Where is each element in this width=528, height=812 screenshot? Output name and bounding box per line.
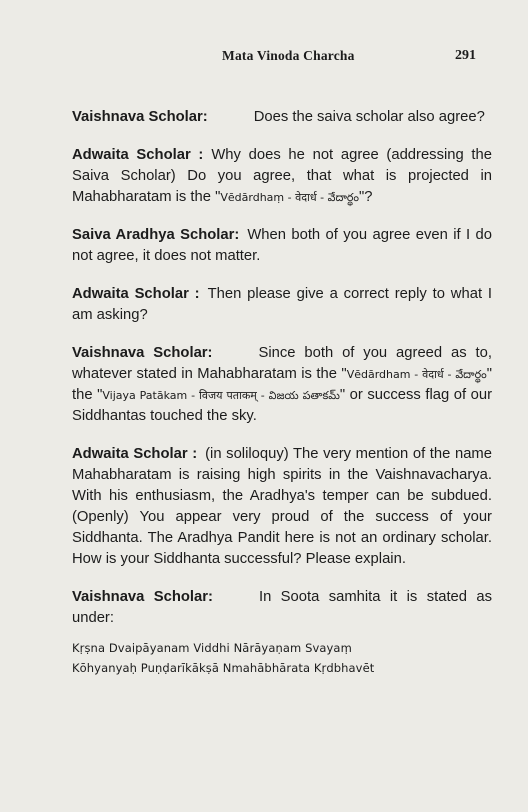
dialogue-text: Does the saiva scholar also agree? xyxy=(253,109,485,125)
dialogue-paragraph xyxy=(72,145,492,208)
dialogue-text: " the " xyxy=(72,366,492,403)
sanskrit-term: Vēdārdhaṃ - वेदार्ध - వేదార్థం xyxy=(220,191,359,204)
dialogue-body xyxy=(72,107,492,678)
speaker-name: Adwaita Scholar : xyxy=(72,286,200,302)
dialogue-text: (in soliloquy) The very mention of the name Mahabharatam is raising high spirits in the Vaishnavacharya. With his enthusiasm, the Aradhya's temper can be subdued. (Openly) You appear very proud of the success of your Siddhanta. The Aradhya Pandit here is not an ordinary scholar. How is your Siddhanta successful? Please explain. xyxy=(72,446,492,567)
page-header xyxy=(0,48,528,68)
dialogue-text: In Soota samhita it is stated as under: xyxy=(72,589,493,626)
speaker-name: Vaishnava Scholar: xyxy=(72,589,213,605)
dialogue-text: " or success flag of our Siddhantas touched the sky. xyxy=(72,387,492,424)
dialogue-text: Why does he not agree (addressing the Saiva Scholar) Do you agree, that what is projected in Mahabharatam is the " xyxy=(72,147,492,205)
dialogue-paragraph xyxy=(72,107,492,128)
dialogue-text: Then please give a correct reply to what I am asking? xyxy=(72,286,493,323)
dialogue-paragraph xyxy=(72,284,492,326)
dialogue-text: When both of you agree even if I do not agree, it does not matter. xyxy=(72,227,492,264)
speaker-name: Saiva Aradhya Scholar: xyxy=(72,227,240,243)
dialogue-paragraph xyxy=(72,343,492,427)
speaker-name: Vaishnava Scholar: xyxy=(72,109,208,125)
dialogue-text: Since both of you agreed as to, whatever stated in Mahabharatam is the " xyxy=(72,345,492,382)
sanskrit-term: Vijaya Patākam - विजय पताकम् - విజయ పతాకమ్ xyxy=(102,389,340,402)
running-title: Mata Vinoda Charcha xyxy=(222,48,355,63)
speaker-name: Adwaita Scholar : xyxy=(72,446,198,462)
verse-line: Kōhyanyaḥ Puṇḍarīkākṣā Nmahābhārata Kṛdbhavēt xyxy=(72,661,375,675)
speaker-name: Adwaita Scholar : xyxy=(72,147,204,163)
dialogue-paragraph xyxy=(72,225,492,267)
speaker-name: Vaishnava Scholar: xyxy=(72,345,213,361)
page-number: 291 xyxy=(455,48,476,63)
dialogue-paragraph xyxy=(72,587,492,629)
verse-line: Kṛṣna Dvaipāyanam Viddhi Nārāyaṇam Svayaṃ xyxy=(72,641,352,655)
dialogue-paragraph xyxy=(72,444,492,570)
dialogue-text: "? xyxy=(359,189,373,205)
sanskrit-term: Vēdārdham - वेदार्ध - వేదార్థం xyxy=(346,368,487,381)
